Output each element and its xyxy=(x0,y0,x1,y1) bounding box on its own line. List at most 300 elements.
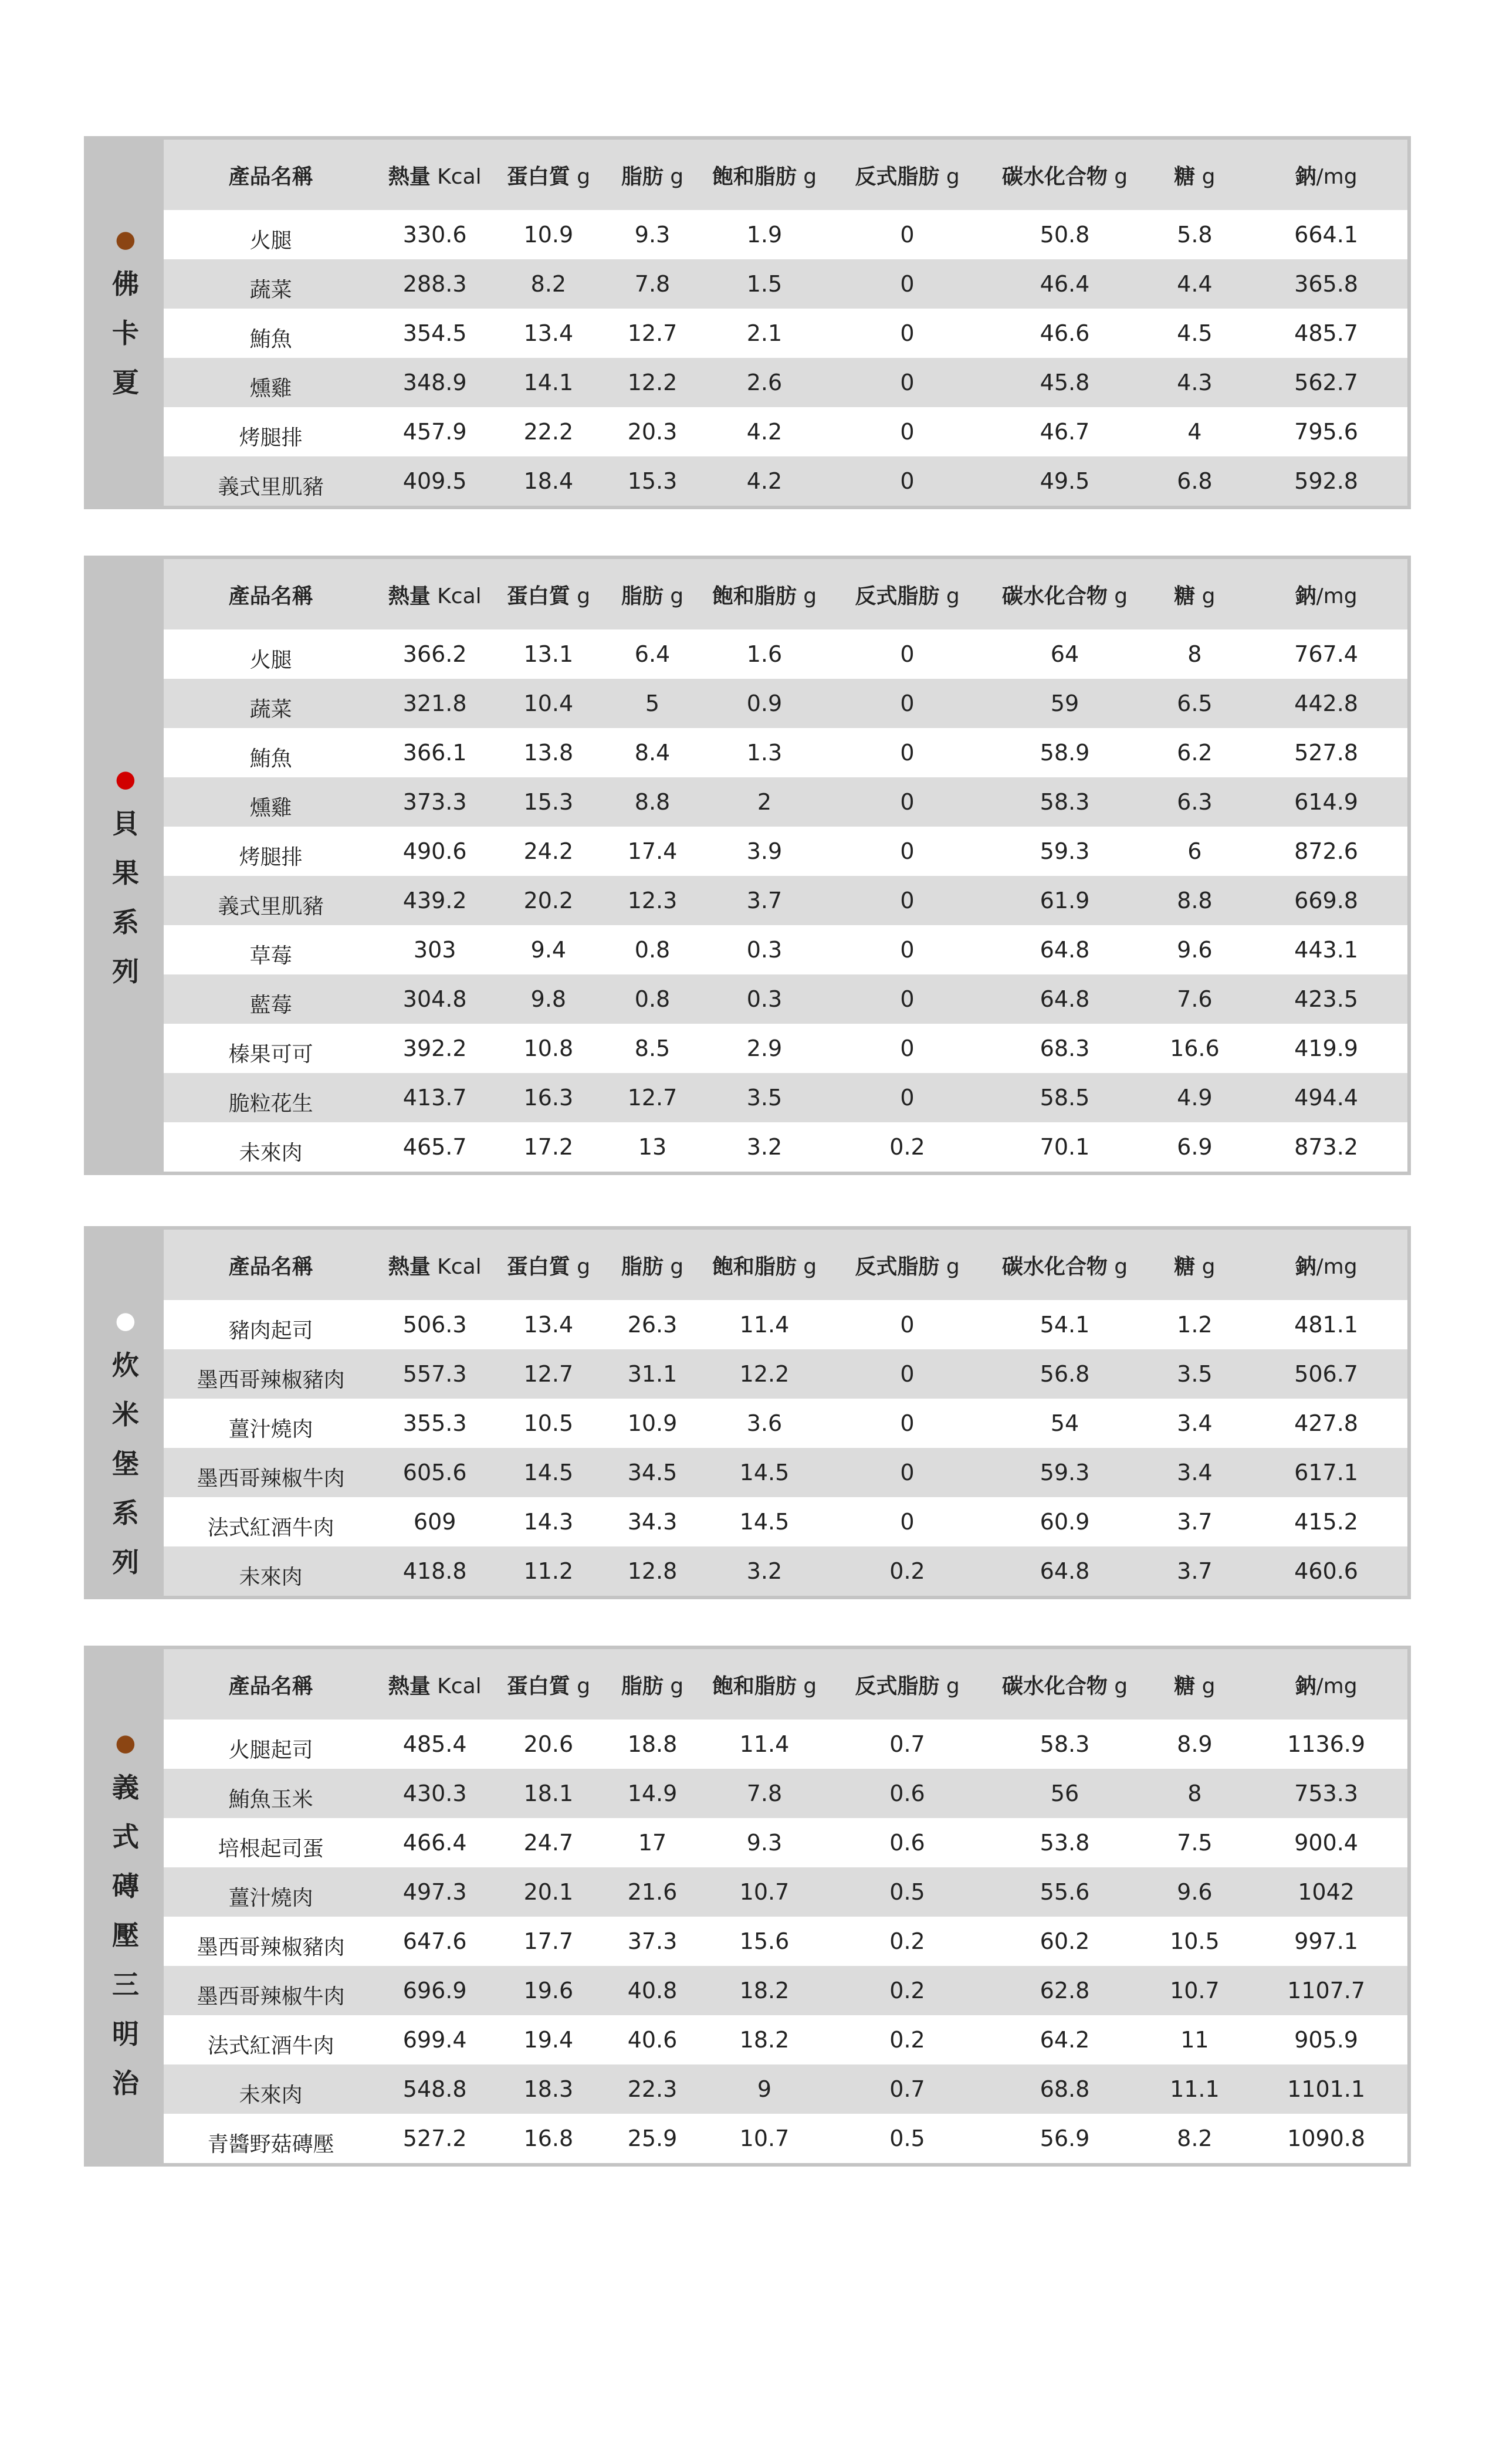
section-title-char: 米 xyxy=(112,1399,139,1430)
nutrient-value-cell: 9.6 xyxy=(1177,1879,1213,1905)
nutrient-value-cell: 19.4 xyxy=(523,2027,574,2053)
column-header xyxy=(492,1649,605,1720)
nutrient-value-cell: 64.8 xyxy=(1040,1558,1090,1584)
nutrient-value-cell: 8 xyxy=(1187,1781,1202,1806)
nutrient-value-cell: 46.7 xyxy=(1040,419,1090,445)
table-row xyxy=(164,679,1407,728)
column-header xyxy=(830,1230,986,1300)
nutrient-value-cell: 62.8 xyxy=(1040,1978,1090,2003)
nutrient-value-cell: 31.1 xyxy=(627,1361,678,1387)
table-header-row xyxy=(164,1649,1407,1720)
table-row xyxy=(164,1349,1407,1399)
product-name-cell: 烤腿排 xyxy=(239,845,303,869)
product-name-cell: 火腿 xyxy=(249,648,292,672)
nutrient-value-cell: 442.8 xyxy=(1294,691,1358,716)
table-row xyxy=(164,1867,1407,1917)
column-header-label: 糖 xyxy=(1174,1674,1196,1698)
column-header-label: 產品名稱 xyxy=(228,584,313,608)
nutrient-value-cell: 64.8 xyxy=(1040,986,1090,1012)
nutrient-value-cell: 481.1 xyxy=(1294,1312,1358,1338)
nutrient-value-cell: 15.3 xyxy=(627,468,678,494)
column-header-unit: g xyxy=(796,1254,817,1279)
nutrient-value-cell: 330.6 xyxy=(402,222,467,248)
nutrient-value-cell: 0 xyxy=(900,740,915,766)
column-header-unit: g xyxy=(796,164,817,189)
product-name-cell: 墨西哥辣椒牛肉 xyxy=(197,1466,345,1491)
section-title-char: 果 xyxy=(112,857,139,889)
nutrient-value-cell: 0.2 xyxy=(889,1134,925,1160)
nutrient-value-cell: 460.6 xyxy=(1294,1558,1358,1584)
column-header-label: 碳水化合物 xyxy=(1001,1254,1108,1279)
table-row xyxy=(164,358,1407,407)
nutrient-value-cell: 10.9 xyxy=(627,1410,678,1436)
column-header-label: 反式脂肪 xyxy=(855,1254,940,1279)
nutrient-value-cell: 12.2 xyxy=(627,370,678,395)
column-header-unit: /mg xyxy=(1316,164,1358,189)
nutrition-table xyxy=(164,1230,1407,1596)
nutrient-value-cell: 0 xyxy=(900,691,915,716)
table-row xyxy=(164,1818,1407,1867)
nutrient-value-cell: 3.6 xyxy=(746,1410,783,1436)
nutrient-value-cell: 699.4 xyxy=(402,2027,467,2053)
product-name-cell: 鮪魚 xyxy=(249,327,292,351)
table-row xyxy=(164,309,1407,358)
nutrient-value-cell: 2.1 xyxy=(746,320,783,346)
column-header xyxy=(1145,140,1245,210)
section-side-label xyxy=(87,140,164,506)
nutrient-value-cell: 14.5 xyxy=(739,1460,790,1485)
column-header-unit: /mg xyxy=(1316,1254,1358,1279)
nutrient-value-cell: 18.2 xyxy=(739,1978,790,2003)
nutrient-value-cell: 506.7 xyxy=(1294,1361,1358,1387)
product-name-cell: 墨西哥辣椒牛肉 xyxy=(197,1984,345,2009)
nutrient-value-cell: 12.7 xyxy=(627,320,678,346)
nutrient-value-cell: 696.9 xyxy=(402,1978,467,2003)
table-row xyxy=(164,728,1407,777)
table-row xyxy=(164,2015,1407,2064)
section-title-char: 系 xyxy=(112,906,139,938)
nutrient-value-cell: 6.4 xyxy=(634,641,671,667)
nutrient-value-cell: 0 xyxy=(900,986,915,1012)
column-header xyxy=(1245,1649,1407,1720)
nutrient-value-cell: 20.3 xyxy=(627,419,678,445)
nutrient-value-cell: 6.2 xyxy=(1177,740,1213,766)
column-header-label: 糖 xyxy=(1174,1254,1196,1279)
nutrient-value-cell: 900.4 xyxy=(1294,1830,1358,1856)
nutrient-value-cell: 465.7 xyxy=(402,1134,467,1160)
nutrient-value-cell: 997.1 xyxy=(1294,1928,1358,1954)
nutrient-value-cell: 11 xyxy=(1180,2027,1209,2053)
nutrient-value-cell: 418.8 xyxy=(402,1558,467,1584)
column-header-label: 反式脂肪 xyxy=(855,164,940,189)
section-title-char: 夏 xyxy=(112,367,139,398)
nutrient-value-cell: 25.9 xyxy=(627,2125,678,2151)
nutrient-value-cell: 413.7 xyxy=(402,1085,467,1111)
nutrient-value-cell: 40.8 xyxy=(627,1978,678,2003)
nutrient-value-cell: 1.2 xyxy=(1177,1312,1213,1338)
nutrient-value-cell: 0 xyxy=(900,1085,915,1111)
product-name-cell: 蔬菜 xyxy=(249,697,292,722)
table-row xyxy=(164,925,1407,974)
nutrient-value-cell: 548.8 xyxy=(402,2076,467,2102)
nutrient-value-cell: 13.8 xyxy=(523,740,574,766)
nutrient-value-cell: 64 xyxy=(1050,641,1079,667)
product-name-cell: 蔬菜 xyxy=(249,277,292,302)
nutrient-value-cell: 0 xyxy=(900,888,915,913)
nutrient-value-cell: 0.2 xyxy=(889,1558,925,1584)
table-row xyxy=(164,1024,1407,1073)
product-name-cell: 未來肉 xyxy=(239,1565,303,1589)
column-header-label: 飽和脂肪 xyxy=(712,584,797,608)
nutrient-value-cell: 562.7 xyxy=(1294,370,1358,395)
nutrient-value-cell: 348.9 xyxy=(402,370,467,395)
section-title-char: 貝 xyxy=(112,808,139,840)
nutrient-value-cell: 490.6 xyxy=(402,838,467,864)
section-side-label xyxy=(87,1230,164,1596)
section-title-char: 系 xyxy=(112,1497,139,1529)
column-header xyxy=(1145,559,1245,629)
table-row xyxy=(164,456,1407,506)
nutrient-value-cell: 12.7 xyxy=(627,1085,678,1111)
nutrient-value-cell: 14.1 xyxy=(523,370,574,395)
nutrient-value-cell: 0.9 xyxy=(746,691,783,716)
nutrient-value-cell: 3.7 xyxy=(746,888,783,913)
column-header-unit: g xyxy=(1107,164,1128,189)
nutrient-value-cell: 56.8 xyxy=(1040,1361,1090,1387)
nutrient-value-cell: 53.8 xyxy=(1040,1830,1090,1856)
nutrient-value-cell: 1101.1 xyxy=(1287,2076,1366,2102)
nutrient-value-cell: 321.8 xyxy=(402,691,467,716)
nutrient-value-cell: 6.8 xyxy=(1177,468,1213,494)
nutrient-value-cell: 795.6 xyxy=(1294,419,1358,445)
nutrient-value-cell: 0 xyxy=(900,1035,915,1061)
column-header-unit: g xyxy=(663,1254,684,1279)
table-row xyxy=(164,1497,1407,1546)
column-header-label: 飽和脂肪 xyxy=(712,1674,797,1698)
column-header-unit: g xyxy=(939,1674,960,1698)
nutrient-value-cell: 16.6 xyxy=(1170,1035,1220,1061)
nutrient-value-cell: 0.8 xyxy=(634,986,671,1012)
product-name-cell: 墨西哥辣椒豬肉 xyxy=(197,1368,345,1392)
column-header-unit: g xyxy=(663,1674,684,1698)
nutrient-value-cell: 0.7 xyxy=(889,2076,925,2102)
nutrient-value-cell: 13.4 xyxy=(523,1312,574,1338)
table-row xyxy=(164,777,1407,827)
nutrient-value-cell: 303 xyxy=(413,937,456,963)
table-header-row xyxy=(164,1230,1407,1300)
column-header-label: 產品名稱 xyxy=(228,164,313,189)
nutrient-value-cell: 9.6 xyxy=(1177,937,1213,963)
table-row xyxy=(164,1399,1407,1448)
nutrient-value-cell: 70.1 xyxy=(1040,1134,1090,1160)
nutrient-value-cell: 60.9 xyxy=(1040,1509,1090,1535)
bullet-dot-icon: ● xyxy=(115,766,136,793)
column-header-unit: Kcal xyxy=(430,164,482,189)
product-name-cell: 藍莓 xyxy=(249,993,292,1017)
section-title-char: 佛 xyxy=(112,268,139,300)
product-name-cell: 脆粒花生 xyxy=(228,1091,313,1116)
column-header-label: 熱量 xyxy=(388,584,431,608)
table-row xyxy=(164,259,1407,309)
nutrient-value-cell: 0 xyxy=(900,222,915,248)
nutrient-value-cell: 7.5 xyxy=(1177,1830,1213,1856)
table-row xyxy=(164,876,1407,925)
column-header-unit: g xyxy=(1107,584,1128,608)
column-header xyxy=(492,140,605,210)
table-header-row xyxy=(164,140,1407,210)
product-name-cell: 墨西哥辣椒豬肉 xyxy=(197,1935,345,1959)
nutrient-value-cell: 14.5 xyxy=(523,1460,574,1485)
table-row xyxy=(164,210,1407,259)
column-header xyxy=(699,140,829,210)
column-header-label: 蛋白質 xyxy=(506,164,570,189)
nutrient-value-cell: 3.2 xyxy=(746,1134,783,1160)
nutrient-value-cell: 355.3 xyxy=(402,1410,467,1436)
column-header xyxy=(1145,1230,1245,1300)
section-title-char: 義 xyxy=(112,1772,139,1803)
product-name-cell: 法式紅酒牛肉 xyxy=(207,1515,334,1540)
nutrient-value-cell: 8.9 xyxy=(1177,1731,1213,1757)
nutrient-value-cell: 9.4 xyxy=(530,937,567,963)
nutrient-value-cell: 3.5 xyxy=(746,1085,783,1111)
section-side-label xyxy=(87,559,164,1172)
nutrient-value-cell: 13.4 xyxy=(523,320,574,346)
nutrient-value-cell: 3.7 xyxy=(1177,1509,1213,1535)
section-title-char: 磚 xyxy=(112,1870,139,1902)
nutrition-table xyxy=(164,559,1407,1172)
nutrient-value-cell: 409.5 xyxy=(402,468,467,494)
nutrient-value-cell: 18.1 xyxy=(523,1781,574,1806)
nutrient-value-cell: 59.3 xyxy=(1040,838,1090,864)
product-name-cell: 火腿 xyxy=(249,228,292,253)
nutrient-value-cell: 609 xyxy=(413,1509,456,1535)
nutrient-value-cell: 354.5 xyxy=(402,320,467,346)
nutrient-value-cell: 49.5 xyxy=(1040,468,1090,494)
nutrient-value-cell: 2.6 xyxy=(746,370,783,395)
bullet-dot-icon: ● xyxy=(115,1729,136,1756)
nutrient-value-cell: 26.3 xyxy=(627,1312,678,1338)
nutrient-value-cell: 18.8 xyxy=(627,1731,678,1757)
nutrient-value-cell: 392.2 xyxy=(402,1035,467,1061)
nutrient-value-cell: 617.1 xyxy=(1294,1460,1358,1485)
column-header-label: 飽和脂肪 xyxy=(712,164,797,189)
nutrient-value-cell: 10.7 xyxy=(739,1879,790,1905)
nutrient-value-cell: 24.2 xyxy=(523,838,574,864)
nutrient-value-cell: 1.9 xyxy=(746,222,783,248)
table-row xyxy=(164,1122,1407,1172)
column-header xyxy=(830,140,986,210)
nutrient-value-cell: 753.3 xyxy=(1294,1781,1358,1806)
nutrient-value-cell: 494.4 xyxy=(1294,1085,1358,1111)
column-header xyxy=(164,1649,378,1720)
nutrient-value-cell: 1090.8 xyxy=(1287,2125,1366,2151)
nutrient-value-cell: 46.4 xyxy=(1040,271,1090,297)
nutrient-value-cell: 415.2 xyxy=(1294,1509,1358,1535)
product-name-cell: 法式紅酒牛肉 xyxy=(207,2033,334,2058)
column-header xyxy=(1245,1230,1407,1300)
product-name-cell: 烤腿排 xyxy=(239,425,303,450)
column-header xyxy=(164,559,378,629)
column-header-label: 碳水化合物 xyxy=(1001,584,1108,608)
table-row xyxy=(164,1917,1407,1966)
column-header-unit: g xyxy=(570,1674,591,1698)
nutrient-value-cell: 58.3 xyxy=(1040,789,1090,815)
product-name-cell: 草莓 xyxy=(249,943,292,968)
column-header-label: 糖 xyxy=(1174,584,1196,608)
product-name-cell: 豬肉起司 xyxy=(228,1318,313,1343)
column-header xyxy=(830,1649,986,1720)
nutrient-value-cell: 22.2 xyxy=(523,419,574,445)
nutrient-value-cell: 5.8 xyxy=(1177,222,1213,248)
nutrient-value-cell: 6.5 xyxy=(1177,691,1213,716)
column-header xyxy=(605,559,700,629)
nutrient-value-cell: 60.2 xyxy=(1040,1928,1090,1954)
nutrient-value-cell: 4.2 xyxy=(746,419,783,445)
nutrient-value-cell: 17.4 xyxy=(627,838,678,864)
nutrient-value-cell: 46.6 xyxy=(1040,320,1090,346)
table-row xyxy=(164,1720,1407,1769)
product-name-cell: 火腿起司 xyxy=(228,1738,313,1762)
table-row xyxy=(164,1966,1407,2015)
column-header-unit: g xyxy=(1195,1674,1216,1698)
nutrient-value-cell: 557.3 xyxy=(402,1361,467,1387)
column-header xyxy=(985,140,1144,210)
column-header-unit: g xyxy=(939,164,960,189)
nutrient-value-cell: 8.5 xyxy=(634,1035,671,1061)
column-header xyxy=(1245,140,1407,210)
nutrient-value-cell: 466.4 xyxy=(402,1830,467,1856)
nutrient-value-cell: 1.3 xyxy=(746,740,783,766)
nutrient-value-cell: 443.1 xyxy=(1294,937,1358,963)
bullet-dot-icon: ● xyxy=(115,1307,136,1334)
product-name-cell: 未來肉 xyxy=(239,1140,303,1165)
nutrient-value-cell: 4.3 xyxy=(1177,370,1213,395)
nutrient-value-cell: 18.2 xyxy=(739,2027,790,2053)
nutrient-value-cell: 9.3 xyxy=(746,1830,783,1856)
column-header-unit: g xyxy=(1195,584,1216,608)
section-title-char: 炊 xyxy=(112,1349,139,1381)
section-focaccia xyxy=(84,136,1411,509)
table-row xyxy=(164,827,1407,876)
column-header-label: 蛋白質 xyxy=(506,584,570,608)
nutrient-value-cell: 0.6 xyxy=(889,1781,925,1806)
nutrient-value-cell: 11.4 xyxy=(739,1731,790,1757)
nutrient-value-cell: 304.8 xyxy=(402,986,467,1012)
nutrient-value-cell: 3.4 xyxy=(1177,1410,1213,1436)
section-bagel xyxy=(84,556,1411,1175)
product-name-cell: 義式里肌豬 xyxy=(218,894,324,919)
nutrient-value-cell: 485.4 xyxy=(402,1731,467,1757)
nutrient-value-cell: 59.3 xyxy=(1040,1460,1090,1485)
nutrient-value-cell: 0 xyxy=(900,937,915,963)
nutrient-value-cell: 14.5 xyxy=(739,1509,790,1535)
column-header xyxy=(164,1230,378,1300)
column-header-unit: /mg xyxy=(1316,1674,1358,1698)
nutrient-value-cell: 457.9 xyxy=(402,419,467,445)
nutrient-value-cell: 873.2 xyxy=(1294,1134,1358,1160)
nutrient-value-cell: 45.8 xyxy=(1040,370,1090,395)
nutrient-value-cell: 11.4 xyxy=(739,1312,790,1338)
column-header-unit: g xyxy=(939,584,960,608)
nutrient-value-cell: 11.2 xyxy=(523,1558,574,1584)
column-header-label: 糖 xyxy=(1174,164,1196,189)
column-header-unit: Kcal xyxy=(430,584,482,608)
column-header-label: 鈉 xyxy=(1295,584,1316,608)
column-header-unit: g xyxy=(570,164,591,189)
column-header xyxy=(492,1230,605,1300)
nutrient-value-cell: 8.8 xyxy=(634,789,671,815)
column-header-label: 脂肪 xyxy=(621,584,664,608)
column-header xyxy=(164,140,378,210)
nutrient-value-cell: 12.8 xyxy=(627,1558,678,1584)
nutrient-value-cell: 2.9 xyxy=(746,1035,783,1061)
column-header xyxy=(985,1649,1144,1720)
nutrient-value-cell: 11.1 xyxy=(1170,2076,1220,2102)
nutrient-value-cell: 288.3 xyxy=(402,271,467,297)
column-header-unit: Kcal xyxy=(430,1254,482,1279)
nutrient-value-cell: 13.1 xyxy=(523,641,574,667)
table-row xyxy=(164,407,1407,456)
column-header xyxy=(605,140,700,210)
nutrient-value-cell: 485.7 xyxy=(1294,320,1358,346)
nutrient-value-cell: 13 xyxy=(638,1134,667,1160)
nutrient-value-cell: 0.5 xyxy=(889,1879,925,1905)
column-header xyxy=(378,1649,492,1720)
nutrient-value-cell: 56 xyxy=(1050,1781,1079,1806)
nutrient-value-cell: 1042 xyxy=(1298,1879,1355,1905)
nutrient-value-cell: 0 xyxy=(900,320,915,346)
nutrient-value-cell: 3.5 xyxy=(1177,1361,1213,1387)
table-row xyxy=(164,1300,1407,1349)
table-row xyxy=(164,1073,1407,1122)
product-name-cell: 青醬野菇磚壓 xyxy=(207,2132,334,2157)
column-header xyxy=(699,559,829,629)
column-header xyxy=(378,559,492,629)
table-row xyxy=(164,629,1407,679)
nutrient-value-cell: 0 xyxy=(900,1460,915,1485)
nutrient-value-cell: 16.3 xyxy=(523,1085,574,1111)
nutrient-value-cell: 3.2 xyxy=(746,1558,783,1584)
nutrient-value-cell: 647.6 xyxy=(402,1928,467,1954)
nutrient-value-cell: 58.9 xyxy=(1040,740,1090,766)
product-name-cell: 榛果可可 xyxy=(228,1042,313,1067)
column-header-unit: Kcal xyxy=(430,1674,482,1698)
column-header xyxy=(699,1230,829,1300)
column-header-label: 脂肪 xyxy=(621,1254,664,1279)
column-header-label: 碳水化合物 xyxy=(1001,1674,1108,1698)
nutrient-value-cell: 905.9 xyxy=(1294,2027,1358,2053)
column-header-label: 蛋白質 xyxy=(506,1674,570,1698)
nutrient-value-cell: 3.4 xyxy=(1177,1460,1213,1485)
column-header-unit: g xyxy=(939,1254,960,1279)
nutrient-value-cell: 6 xyxy=(1187,838,1202,864)
nutrient-value-cell: 14.9 xyxy=(627,1781,678,1806)
nutrient-value-cell: 419.9 xyxy=(1294,1035,1358,1061)
column-header-label: 反式脂肪 xyxy=(855,1674,940,1698)
column-header-label: 飽和脂肪 xyxy=(712,1254,797,1279)
nutrient-value-cell: 4.9 xyxy=(1177,1085,1213,1111)
column-header-unit: g xyxy=(1195,1254,1216,1279)
nutrient-value-cell: 56.9 xyxy=(1040,2125,1090,2151)
product-name-cell: 鮪魚 xyxy=(249,746,292,771)
nutrient-value-cell: 22.3 xyxy=(627,2076,678,2102)
nutrient-value-cell: 366.2 xyxy=(402,641,467,667)
nutrient-value-cell: 3.9 xyxy=(746,838,783,864)
nutrient-value-cell: 0.2 xyxy=(889,2027,925,2053)
nutrient-value-cell: 0 xyxy=(900,1410,915,1436)
column-header xyxy=(378,1230,492,1300)
nutrient-value-cell: 0 xyxy=(900,838,915,864)
